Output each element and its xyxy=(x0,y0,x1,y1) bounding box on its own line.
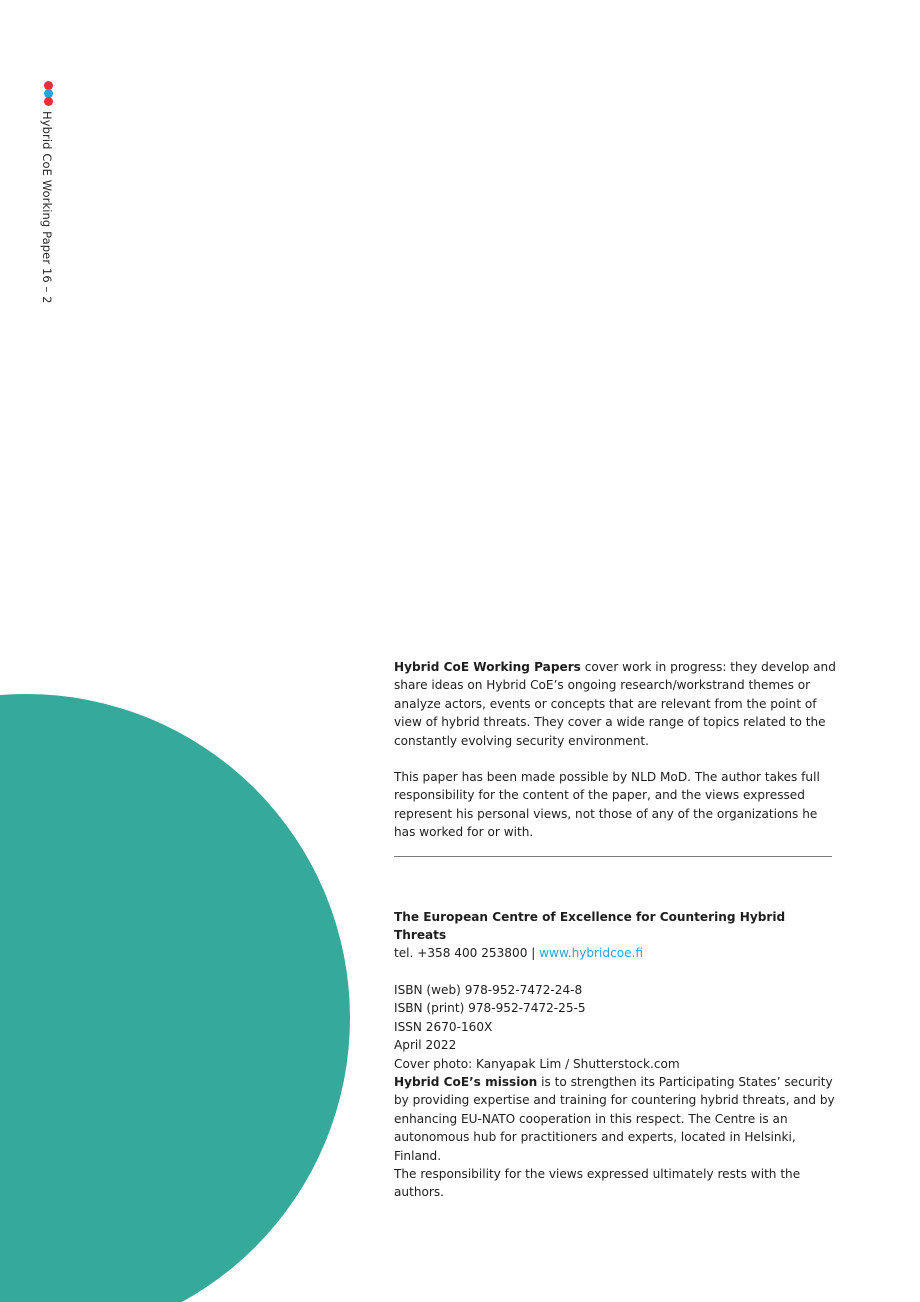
isbn-web: ISBN (web) 978-952-7472-24-8 xyxy=(394,982,583,997)
issn: ISSN 2670-160X xyxy=(394,1019,493,1034)
decorative-circle xyxy=(0,694,350,1302)
isbn-print: ISBN (print) 978-952-7472-25-5 xyxy=(394,1001,586,1016)
divider xyxy=(394,856,832,857)
telephone: tel. +358 400 253800 | xyxy=(394,946,540,961)
imprint-column xyxy=(394,658,839,1202)
intro-text: cover work in progress: they develop and share ideas on Hybrid CoE’s ongoing research/workstrand themes or analyze actors, events or concepts that are relevant from the point of view of hybrid threats. They cover a wide range of topics related to the constantly evolving security environment. xyxy=(394,660,836,748)
publication-date: April 2022 xyxy=(394,1038,457,1053)
mission-text: is to strengthen its Participating States’ security by providing expertise and training for countering hybrid threats, and by enhancing EU-NATO cooperation in this respect. The Centre is an autonomous hub for practitioners and experts, located in Helsinki, Finland. xyxy=(394,1074,835,1163)
disclaimer-paragraph: This paper has been made possible by NLD MoD. The author takes full responsibility for the content of the paper, and the views expressed represent his personal views, not those of any of the organizations he has worked for or with. xyxy=(394,770,820,840)
red-dot-icon xyxy=(44,97,53,106)
running-header: Hybrid CoE Working Paper 16 – 2 xyxy=(40,111,54,304)
mission-lead: Hybrid CoE’s mission xyxy=(394,1074,538,1089)
responsibility-statement: The responsibility for the views expressed ultimately rests with the authors. xyxy=(394,1166,801,1200)
cover-photo-credit: Cover photo: Kanyapak Lim / Shutterstock.com xyxy=(394,1056,680,1071)
identifiers-block xyxy=(394,981,839,1036)
mission-paragraph xyxy=(394,1073,839,1165)
brand-dots-icon xyxy=(44,81,53,105)
organization-name: The European Centre of Excellence for Countering Hybrid Threats xyxy=(394,909,786,943)
intro-lead: Hybrid CoE Working Papers xyxy=(394,660,581,674)
website-link[interactable]: www.hybridcoe.fi xyxy=(539,946,644,961)
contact-line xyxy=(394,944,839,962)
intro-paragraph xyxy=(394,658,839,750)
organization-block xyxy=(394,908,839,963)
